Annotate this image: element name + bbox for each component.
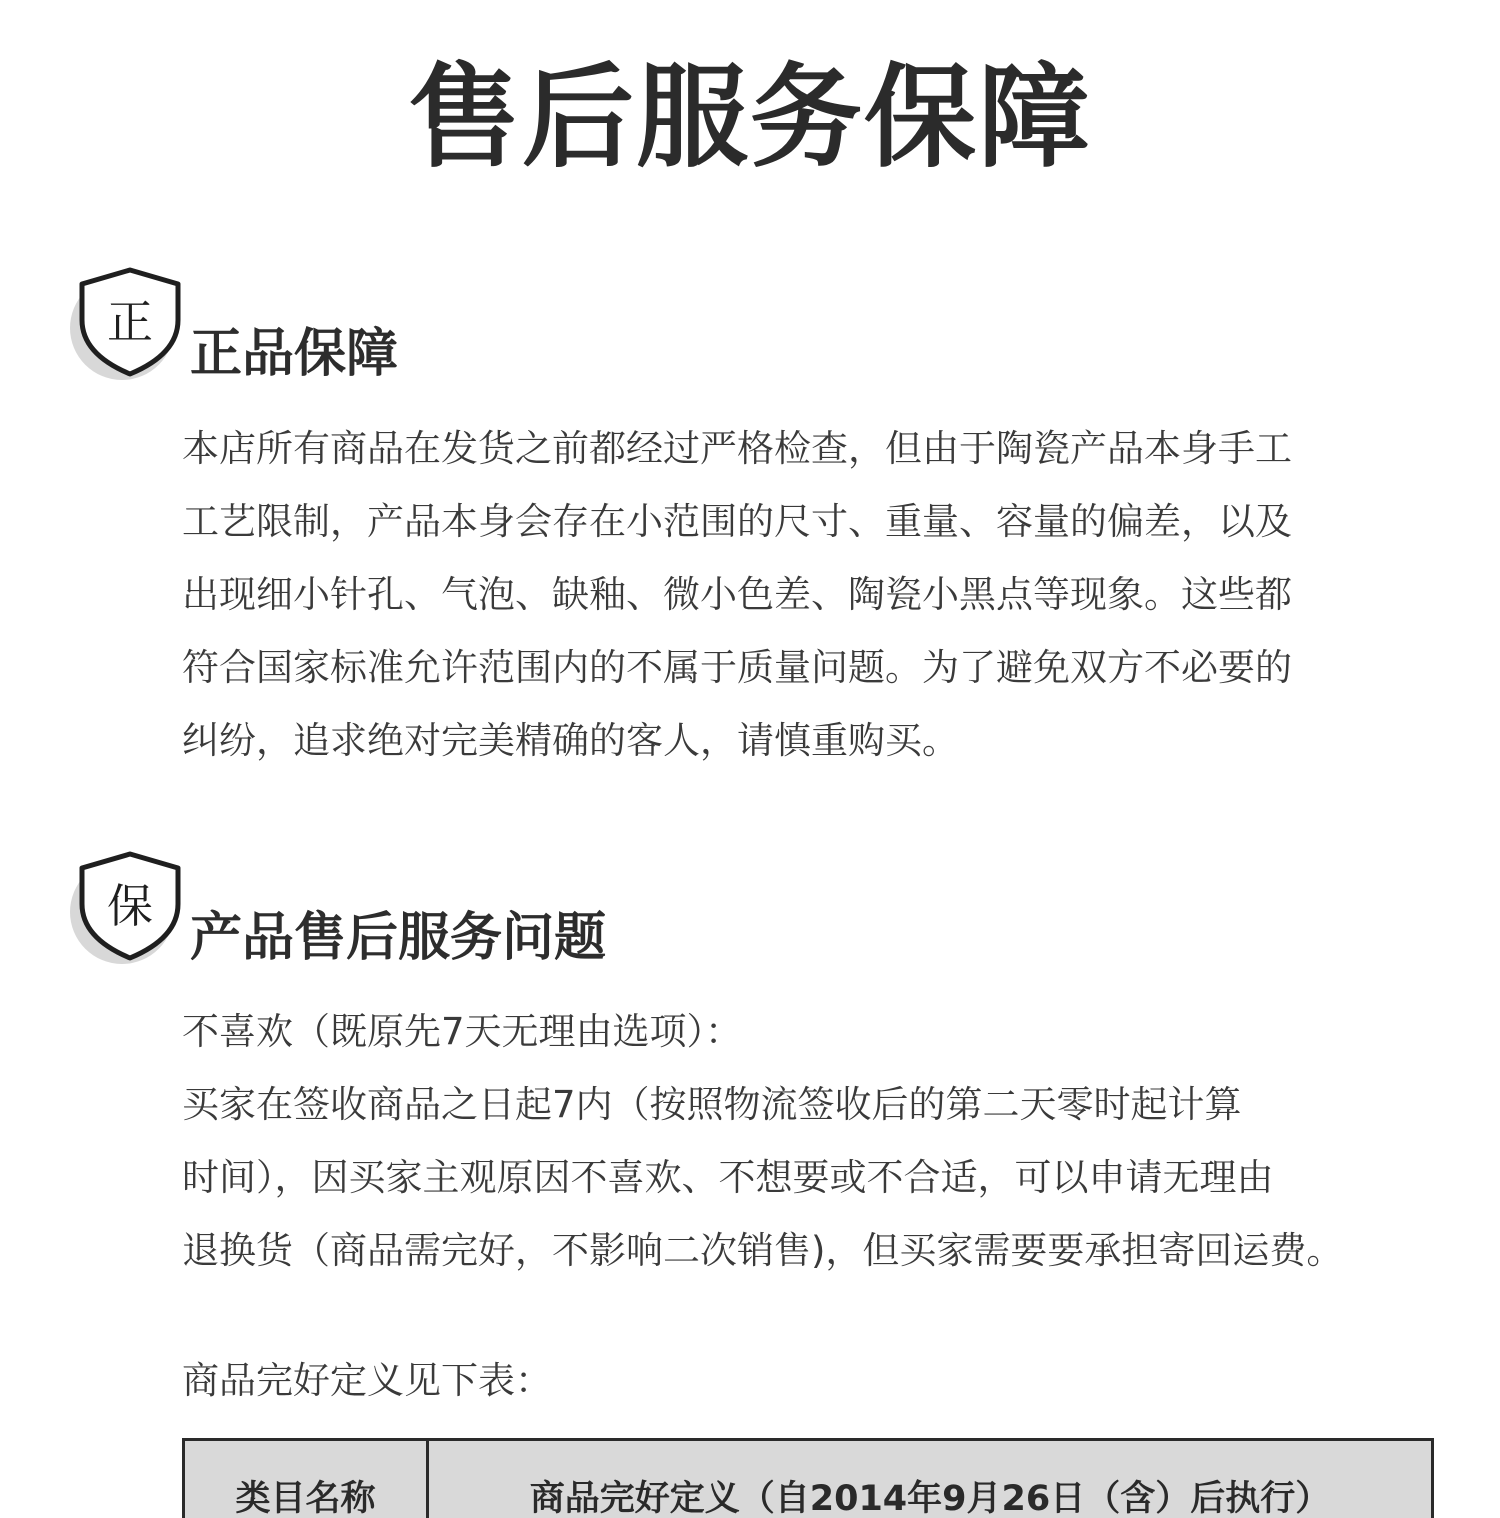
authentic-paragraph [182, 412, 1442, 777]
paragraph-line: 时间），因买家主观原因不喜欢、不想要或不合适，可以申请无理由 [182, 1156, 1274, 1199]
condition-table [182, 1438, 1434, 1518]
paragraph-line: 本店所有商品在发货之前都经过严格检查，但由于陶瓷产品本身手工 [182, 427, 1292, 470]
table-header-category: 类目名称 [185, 1441, 429, 1518]
badge-char: 正 [107, 295, 153, 349]
badge-char: 保 [107, 879, 153, 933]
table-header-definition: 商品完好定义（自2014年9月26日（含）后执行） [529, 1479, 1331, 1518]
paragraph-line: 出现细小针孔、气泡、缺釉、微小色差、陶瓷小黑点等现象。这些都 [182, 573, 1292, 616]
paragraph-line: 退换货（商品需完好，不影响二次销售)，但买家需要要承担寄回运费。 [182, 1229, 1344, 1272]
paragraph-line: 买家在签收商品之日起7内（按照物流签收后的第二天零时起计算 [182, 1083, 1242, 1126]
paragraph-line: 不喜欢（既原先7天无理由选项）： [182, 1010, 743, 1053]
page-title: 售后服务保障 [408, 53, 1092, 183]
table-intro: 商品完好定义见下表： [182, 1359, 552, 1402]
paragraph-line: 纠纷，追求绝对完美精确的客人，请慎重购买。 [182, 719, 959, 762]
paragraph-line: 符合国家标准允许范围内的不属于质量问题。为了避免双方不必要的 [182, 646, 1292, 689]
shield-icon [60, 262, 190, 382]
section-title-after-sales: 产品售后服务问题 [190, 908, 607, 968]
after-sales-paragraph [182, 995, 1442, 1287]
paragraph-line: 工艺限制，产品本身会存在小范围的尺寸、重量、容量的偏差，以及 [182, 500, 1292, 543]
section-title-authentic: 正品保障 [190, 324, 399, 384]
shield-icon [60, 846, 190, 966]
